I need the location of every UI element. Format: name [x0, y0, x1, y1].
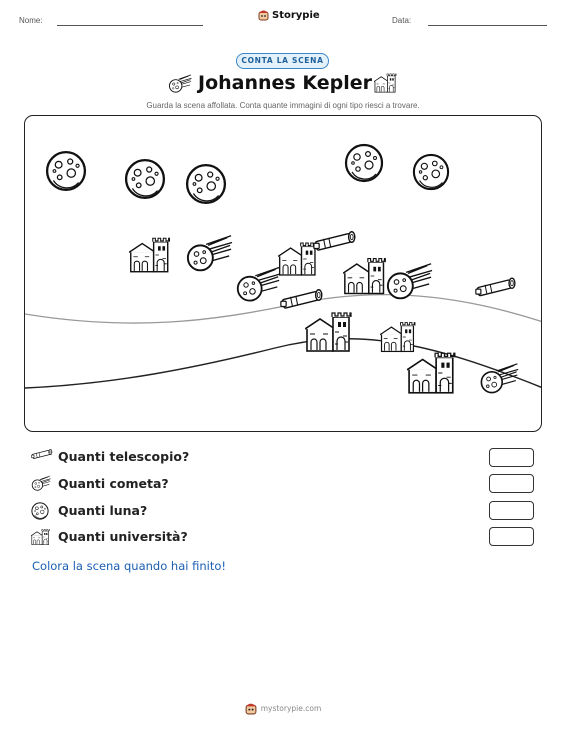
castle-icon	[305, 313, 351, 351]
storypie-mascot-icon	[245, 702, 257, 715]
date-label: Data:	[392, 16, 412, 25]
page-title: Johannes Kepler	[198, 72, 372, 94]
comet-icon	[238, 268, 280, 301]
storypie-mascot-icon	[258, 9, 269, 21]
telescope-icon	[31, 447, 53, 461]
answer-box-telescopio[interactable]	[489, 448, 534, 467]
castle-icon	[407, 353, 455, 393]
scene-frame	[24, 115, 542, 432]
comet-icon	[168, 74, 192, 94]
brand-name: Storypie	[272, 9, 320, 21]
comet-icon	[388, 264, 432, 299]
answer-box-cometa[interactable]	[489, 474, 534, 493]
telescope-icon	[314, 232, 355, 251]
question-luna: Quanti luna?	[58, 503, 148, 518]
page-subtitle: Guarda la scena affollata. Conta quante immagini di ogni tipo riesci a trovare.	[146, 101, 420, 110]
name-field[interactable]	[57, 25, 203, 26]
coloring-instruction: Colora la scena quando hai finito!	[32, 559, 226, 573]
answer-box-universita[interactable]	[489, 527, 534, 546]
scene-illustration	[25, 116, 542, 432]
comet-icon	[481, 364, 518, 393]
telescope-icon	[476, 278, 515, 296]
moon-icon	[346, 145, 382, 181]
castle-icon	[129, 238, 169, 271]
name-label: Nome:	[19, 16, 43, 25]
moon-icon	[31, 502, 49, 520]
moon-icon	[414, 155, 448, 189]
castle-icon	[278, 243, 317, 275]
moon-icon	[47, 152, 85, 190]
answer-box-luna[interactable]	[489, 501, 534, 520]
castle-icon	[31, 528, 51, 546]
castle-icon	[380, 323, 415, 352]
castle-icon	[343, 259, 385, 294]
question-cometa: Quanti cometa?	[58, 476, 169, 491]
moon-icon	[187, 165, 225, 203]
hill-line-front	[25, 339, 542, 388]
castle-icon	[374, 72, 398, 94]
question-universita: Quanti università?	[58, 529, 188, 544]
moon-icon	[126, 160, 164, 198]
comet-icon	[188, 236, 232, 271]
comet-icon	[31, 475, 51, 492]
scene-badge: CONTA LA SCENA	[236, 53, 329, 69]
date-field[interactable]	[428, 25, 547, 26]
footer	[0, 702, 566, 715]
telescope-icon	[281, 290, 322, 309]
footer-url[interactable]: mystorypie.com	[260, 704, 322, 713]
brand-logo	[258, 9, 320, 21]
question-telescopio: Quanti telescopio?	[58, 449, 190, 464]
